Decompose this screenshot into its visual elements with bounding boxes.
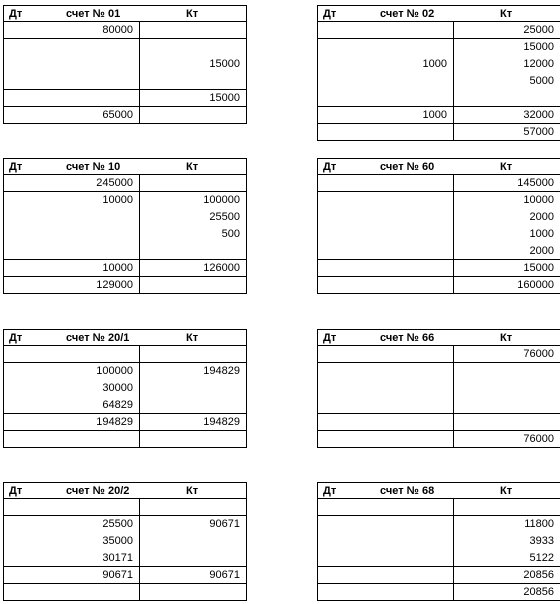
account-header (3, 329, 247, 346)
debit-cell: 30171 (3, 550, 140, 567)
credit-label: Кт (500, 485, 513, 497)
entry-row (317, 39, 560, 56)
debit-cell: 25500 (3, 516, 140, 533)
account-block (317, 482, 560, 601)
account-block (3, 482, 247, 601)
credit-cell (139, 107, 247, 124)
turnover-row (317, 567, 560, 584)
credit-cell (453, 90, 560, 107)
debit-cell (317, 175, 454, 192)
opening-row (3, 346, 247, 363)
account-header (317, 5, 560, 22)
credit-cell (139, 346, 247, 363)
debit-cell (3, 90, 140, 107)
debit-cell (3, 499, 140, 516)
closing-row (3, 107, 247, 124)
credit-cell: 90671 (139, 567, 247, 584)
credit-cell (139, 243, 247, 260)
opening-row (317, 499, 560, 516)
account-block (317, 329, 560, 448)
turnover-row (3, 567, 247, 584)
debit-cell (317, 226, 454, 243)
credit-cell: 57000 (453, 124, 560, 141)
turnover-row (317, 107, 560, 124)
debit-cell: 64829 (3, 397, 140, 414)
debit-cell: 10000 (3, 260, 140, 277)
debit-cell (317, 277, 454, 294)
account-block (317, 5, 560, 141)
credit-cell (139, 499, 247, 516)
account-title: счет № 10 (66, 161, 121, 173)
entry-row (317, 397, 560, 414)
credit-cell (139, 584, 247, 601)
credit-cell: 25000 (453, 22, 560, 39)
credit-cell: 2000 (453, 243, 560, 260)
closing-row (317, 124, 560, 141)
credit-cell: 10000 (453, 192, 560, 209)
debit-cell (3, 209, 140, 226)
credit-cell: 20856 (453, 584, 560, 601)
turnover-row (3, 260, 247, 277)
entry-row (317, 516, 560, 533)
opening-row (3, 175, 247, 192)
debit-label: Дт (9, 485, 23, 497)
turnover-row (3, 414, 247, 431)
debit-label: Дт (323, 161, 337, 173)
credit-cell: 100000 (139, 192, 247, 209)
debit-cell (3, 226, 140, 243)
entry-row (3, 73, 247, 90)
debit-cell: 1000 (317, 56, 454, 73)
account-title: счет № 60 (380, 161, 435, 173)
entry-row (3, 533, 247, 550)
credit-cell: 76000 (453, 346, 560, 363)
turnover-row (317, 260, 560, 277)
entry-row (317, 243, 560, 260)
credit-cell (453, 397, 560, 414)
account-header (3, 482, 247, 499)
debit-cell (317, 346, 454, 363)
credit-cell: 126000 (139, 260, 247, 277)
credit-cell (139, 39, 247, 56)
account-header (317, 482, 560, 499)
debit-label: Дт (9, 332, 23, 344)
credit-cell: 20856 (453, 567, 560, 584)
debit-cell (317, 39, 454, 56)
credit-cell: 25500 (139, 209, 247, 226)
entry-row (3, 209, 247, 226)
debit-cell (317, 22, 454, 39)
credit-cell (139, 397, 247, 414)
account-title: счет № 01 (66, 8, 121, 20)
account-title: счет № 20/2 (66, 485, 130, 497)
debit-cell (317, 431, 454, 448)
credit-cell (139, 175, 247, 192)
debit-cell: 35000 (3, 533, 140, 550)
entry-row (317, 73, 560, 90)
closing-row (3, 431, 247, 448)
opening-row (317, 346, 560, 363)
debit-label: Дт (323, 332, 337, 344)
credit-cell: 15000 (139, 56, 247, 73)
credit-label: Кт (186, 8, 199, 20)
credit-cell (453, 499, 560, 516)
account-header (3, 158, 247, 175)
account-header (317, 329, 560, 346)
credit-cell: 15000 (453, 39, 560, 56)
debit-cell: 80000 (3, 22, 140, 39)
debit-cell (317, 584, 454, 601)
debit-cell (3, 39, 140, 56)
credit-cell (453, 363, 560, 380)
credit-cell: 32000 (453, 107, 560, 124)
debit-cell: 194829 (3, 414, 140, 431)
credit-cell: 11800 (453, 516, 560, 533)
debit-cell (317, 209, 454, 226)
debit-cell (3, 56, 140, 73)
entry-row (317, 90, 560, 107)
credit-label: Кт (500, 332, 513, 344)
debit-cell (3, 243, 140, 260)
debit-cell (317, 363, 454, 380)
debit-cell: 65000 (3, 107, 140, 124)
account-title: счет № 68 (380, 485, 435, 497)
credit-label: Кт (500, 8, 513, 20)
credit-cell: 194829 (139, 414, 247, 431)
credit-cell: 2000 (453, 209, 560, 226)
entry-row (3, 56, 247, 73)
debit-cell (3, 431, 140, 448)
entry-row (317, 209, 560, 226)
credit-label: Кт (186, 161, 199, 173)
entry-row (3, 397, 247, 414)
credit-cell: 15000 (139, 90, 247, 107)
entry-row (317, 533, 560, 550)
opening-row (3, 22, 247, 39)
credit-cell (139, 73, 247, 90)
debit-cell (317, 192, 454, 209)
credit-cell (453, 380, 560, 397)
debit-cell (317, 124, 454, 141)
credit-cell: 145000 (453, 175, 560, 192)
debit-cell (317, 533, 454, 550)
entry-row (3, 363, 247, 380)
account-header (3, 5, 247, 22)
debit-label: Дт (323, 485, 337, 497)
credit-cell: 90671 (139, 516, 247, 533)
opening-row (317, 175, 560, 192)
debit-cell (317, 550, 454, 567)
entry-row (3, 380, 247, 397)
debit-cell (3, 73, 140, 90)
credit-label: Кт (186, 332, 199, 344)
opening-row (317, 22, 560, 39)
credit-cell (139, 533, 247, 550)
entry-row (3, 39, 247, 56)
credit-cell: 194829 (139, 363, 247, 380)
debit-label: Дт (9, 161, 23, 173)
credit-cell: 15000 (453, 260, 560, 277)
credit-cell (139, 550, 247, 567)
debit-cell: 30000 (3, 380, 140, 397)
entry-row (317, 550, 560, 567)
entry-row (317, 226, 560, 243)
entry-row (3, 550, 247, 567)
debit-cell (317, 73, 454, 90)
entry-row (3, 192, 247, 209)
debit-cell (317, 516, 454, 533)
account-title: счет № 66 (380, 332, 435, 344)
account-title: счет № 02 (380, 8, 435, 20)
entry-row (317, 363, 560, 380)
credit-cell (139, 380, 247, 397)
credit-cell: 1000 (453, 226, 560, 243)
debit-cell (317, 260, 454, 277)
credit-cell: 5000 (453, 73, 560, 90)
debit-cell (317, 90, 454, 107)
closing-row (317, 431, 560, 448)
turnover-row (3, 90, 247, 107)
debit-cell (317, 567, 454, 584)
entry-row (317, 56, 560, 73)
credit-label: Кт (500, 161, 513, 173)
debit-cell (317, 499, 454, 516)
debit-cell: 10000 (3, 192, 140, 209)
debit-cell: 90671 (3, 567, 140, 584)
debit-label: Дт (323, 8, 337, 20)
debit-cell (317, 414, 454, 431)
entry-row (3, 516, 247, 533)
account-block (3, 158, 247, 294)
entry-row (3, 243, 247, 260)
debit-cell (3, 584, 140, 601)
closing-row (3, 584, 247, 601)
closing-row (317, 277, 560, 294)
entry-row (317, 192, 560, 209)
debit-cell (317, 380, 454, 397)
debit-cell: 129000 (3, 277, 140, 294)
account-block (3, 5, 247, 124)
account-block (3, 329, 247, 448)
credit-cell: 500 (139, 226, 247, 243)
closing-row (3, 277, 247, 294)
debit-cell: 100000 (3, 363, 140, 380)
opening-row (3, 499, 247, 516)
debit-label: Дт (9, 8, 23, 20)
credit-cell (139, 431, 247, 448)
credit-cell (139, 277, 247, 294)
debit-cell (3, 346, 140, 363)
credit-cell: 76000 (453, 431, 560, 448)
debit-cell (317, 397, 454, 414)
credit-label: Кт (186, 485, 199, 497)
account-title: счет № 20/1 (66, 332, 130, 344)
credit-cell: 160000 (453, 277, 560, 294)
credit-cell (453, 414, 560, 431)
closing-row (317, 584, 560, 601)
account-block (317, 158, 560, 294)
credit-cell: 12000 (453, 56, 560, 73)
debit-cell: 1000 (317, 107, 454, 124)
entry-row (317, 380, 560, 397)
account-header (317, 158, 560, 175)
credit-cell: 3933 (453, 533, 560, 550)
debit-cell: 245000 (3, 175, 140, 192)
debit-cell (317, 243, 454, 260)
credit-cell (139, 22, 247, 39)
entry-row (3, 226, 247, 243)
credit-cell: 5122 (453, 550, 560, 567)
turnover-row (317, 414, 560, 431)
